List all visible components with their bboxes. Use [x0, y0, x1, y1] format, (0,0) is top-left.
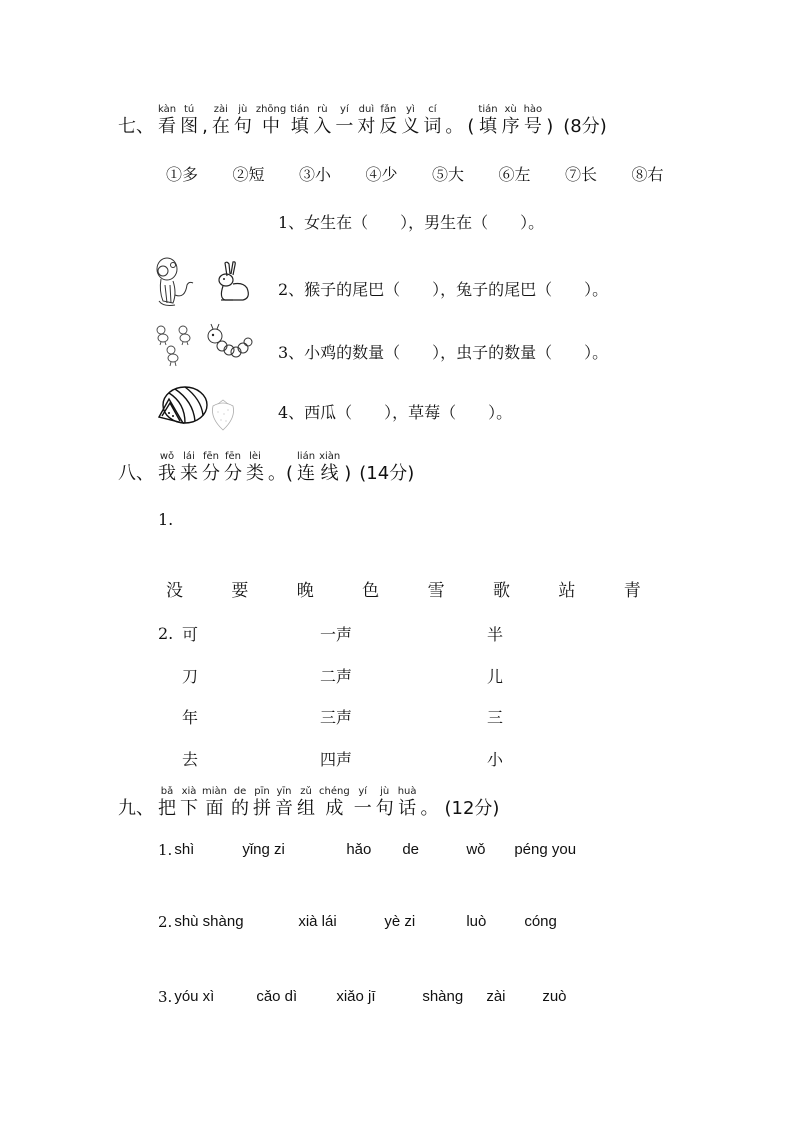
ruby-char: [290, 104, 309, 138]
match-item[interactable]: 可: [182, 625, 199, 644]
option: ③小: [299, 165, 332, 184]
ruby-char: [478, 104, 497, 138]
match-item[interactable]: 儿: [487, 666, 504, 686]
rabbit-icon: [213, 260, 253, 305]
hanzi: 填: [290, 116, 309, 137]
line-number: 1.: [158, 841, 173, 859]
option: ⑧右: [631, 165, 664, 184]
hanzi: 中: [262, 116, 281, 137]
pinyin-annotation: xià: [181, 786, 197, 797]
line-number: 3.: [158, 988, 173, 1006]
hanzi: 。: [445, 116, 464, 137]
question-8-1-label: 1.: [158, 510, 174, 529]
watermelon-icon: [155, 383, 210, 431]
hanzi: 分: [224, 463, 242, 484]
ruby-char: [202, 104, 208, 138]
pinyin-annotation: zhōng: [255, 104, 287, 115]
match-item[interactable]: 小: [487, 749, 504, 769]
hanzi: 反: [379, 116, 398, 137]
hanzi: 句: [233, 116, 252, 137]
ruby-char: [524, 104, 543, 138]
hanzi: 义: [401, 116, 420, 137]
hanzi: 入: [313, 116, 332, 137]
caterpillar-icon: [205, 322, 255, 362]
ruby-char: [376, 786, 394, 820]
ruby-char: [297, 451, 315, 485]
monkey-icon: [153, 255, 198, 310]
pinyin-annotation: chéng: [319, 786, 350, 797]
character: 青: [623, 581, 641, 601]
pinyin-annotation: lái: [183, 451, 195, 462]
ruby-char: [335, 104, 353, 138]
hanzi: ): [344, 463, 352, 484]
pinyin-sentence-2: [158, 913, 557, 931]
hanzi: 填: [479, 116, 497, 137]
pinyin-annotation: tú: [183, 104, 195, 115]
hanzi: 我: [158, 463, 176, 484]
ruby-char: [319, 786, 350, 820]
pinyin-annotation: yīn: [276, 786, 292, 797]
ruby-char: [246, 451, 264, 485]
ruby-char: [421, 786, 439, 820]
character: 歌: [492, 581, 510, 601]
ruby-char: [354, 786, 372, 820]
character: 雪: [427, 581, 445, 601]
ruby-char: [158, 786, 176, 820]
hanzi: 音: [275, 798, 293, 819]
pinyin-word: luò: [466, 913, 487, 930]
ruby-char: [423, 104, 441, 138]
heading-text: [156, 786, 441, 820]
pinyin-word: shì: [174, 841, 195, 858]
match-right-column: [487, 624, 503, 790]
pinyin-word: cǎo dì: [256, 988, 298, 1005]
pinyin-sentence-1: [158, 841, 576, 859]
option: ①多: [166, 165, 199, 184]
ruby-char: [158, 104, 176, 138]
hanzi: ,: [202, 116, 208, 137]
ruby-char: [275, 786, 293, 820]
ruby-char: [401, 104, 419, 138]
heading-text: [156, 451, 353, 485]
pinyin-word: zuò: [542, 988, 567, 1005]
hanzi: 序: [501, 116, 520, 137]
hanzi: 号: [523, 116, 542, 137]
ruby-char: [180, 451, 198, 485]
pinyin-annotation: lián: [297, 451, 316, 462]
ruby-char: [158, 451, 176, 485]
hanzi: 在: [211, 116, 230, 137]
pinyin-annotation: tián: [478, 104, 498, 115]
pinyin-word: yè zi: [384, 913, 416, 930]
hanzi: 对: [357, 116, 376, 137]
ruby-char: [467, 104, 474, 138]
ruby-char: [253, 786, 271, 820]
pinyin-annotation: xù: [504, 104, 517, 115]
option: ⑥左: [498, 165, 531, 184]
hanzi: 组: [297, 798, 315, 819]
section-number: 七、: [118, 116, 154, 137]
pinyin-annotation: fǎn: [380, 104, 397, 115]
pinyin-word: de: [402, 841, 419, 858]
ruby-char: [502, 104, 520, 138]
section-number: 九、: [118, 798, 154, 819]
pinyin-annotation: tián: [290, 104, 310, 115]
ruby-char: [212, 104, 230, 138]
pinyin-annotation: bǎ: [160, 786, 174, 797]
question-7-2: 2、猴子的尾巴（ ），兔子的尾巴（ ）。: [278, 280, 609, 299]
hanzi: 的: [231, 798, 249, 819]
chicks-icon: [153, 322, 201, 370]
pinyin-annotation: yí: [340, 104, 349, 115]
character: 色: [362, 581, 380, 601]
section-7-heading: [118, 104, 607, 138]
character-list: [166, 576, 689, 601]
pinyin-annotation: lèi: [249, 451, 261, 462]
pinyin-annotation: wǒ: [159, 451, 175, 462]
pinyin-annotation: miàn: [202, 786, 227, 797]
pinyin-annotation: rù: [317, 104, 328, 115]
pinyin-annotation: huà: [397, 786, 417, 797]
pinyin-annotation: xiàn: [319, 451, 341, 462]
option: ⑤大: [432, 165, 465, 184]
pinyin-annotation: fēn: [224, 451, 241, 462]
hanzi: ): [546, 116, 554, 137]
hanzi: 线: [320, 463, 339, 484]
ruby-char: [357, 104, 375, 138]
match-item[interactable]: 年: [182, 708, 199, 727]
score: (12分): [444, 798, 500, 819]
match-item[interactable]: 一声: [320, 625, 353, 644]
pinyin-annotation: yí: [358, 786, 368, 797]
ruby-char: [202, 786, 227, 820]
pinyin-word: zài: [486, 988, 506, 1005]
ruby-char: [224, 451, 242, 485]
match-item[interactable]: 二声: [320, 666, 353, 686]
character: 晚: [296, 581, 314, 601]
character: 要: [231, 581, 249, 601]
hanzi: 。(: [268, 463, 294, 484]
ruby-char: [231, 786, 249, 820]
pinyin-sentence-3: [158, 988, 567, 1006]
pinyin-word: cóng: [524, 913, 557, 930]
section-8-heading: [118, 451, 414, 485]
hanzi: 话: [398, 798, 417, 819]
ruby-char: [445, 104, 463, 138]
pinyin-annotation: jù: [380, 786, 390, 797]
hanzi: 分: [202, 463, 220, 484]
ruby-char: [379, 104, 397, 138]
hanzi: (: [467, 116, 475, 137]
option: ②短: [232, 165, 265, 184]
pinyin-annotation: cí: [428, 104, 437, 115]
pinyin-annotation: zài: [213, 104, 228, 115]
ruby-char: [256, 104, 286, 138]
match-item[interactable]: 四声: [320, 749, 353, 769]
match-middle-column: [320, 624, 352, 790]
score: (8分): [563, 116, 607, 137]
ruby-char: [297, 786, 315, 820]
pinyin-annotation: jù: [238, 104, 248, 115]
section-9-heading: [118, 786, 499, 820]
option: ⑦长: [565, 165, 598, 184]
pinyin-word: wǒ: [466, 841, 486, 858]
match-item[interactable]: 三声: [320, 708, 353, 727]
option: ④少: [365, 165, 398, 184]
score: (14分): [359, 463, 415, 484]
ruby-char: [344, 451, 351, 485]
pinyin-word: hǎo: [346, 841, 372, 858]
question-7-1: 1、女生在（ ），男生在（ ）。: [278, 213, 545, 232]
match-item[interactable]: 三: [487, 708, 504, 727]
match-item[interactable]: 半: [487, 625, 504, 644]
answer-options: [166, 162, 698, 185]
pinyin-annotation: duì: [358, 104, 375, 115]
hanzi: 下: [180, 798, 198, 819]
pinyin-word: yǐng zi: [242, 841, 285, 858]
pinyin-annotation: fēn: [202, 451, 219, 462]
pinyin-word: shù shàng: [174, 913, 244, 930]
pinyin-annotation: pīn: [254, 786, 270, 797]
hanzi: 。: [420, 798, 439, 819]
ruby-char: [268, 451, 293, 485]
hanzi: 面: [205, 798, 224, 819]
ruby-char: [234, 104, 252, 138]
section-number: 八、: [118, 463, 154, 484]
pinyin-annotation: hào: [523, 104, 543, 115]
strawberry-icon: [208, 398, 238, 432]
ruby-char: [398, 786, 417, 820]
ruby-char: [180, 786, 198, 820]
pinyin-annotation: zǔ: [300, 786, 312, 797]
question-8-2-label: 2.: [158, 624, 174, 643]
heading-text: [156, 104, 555, 138]
hanzi: 一: [335, 116, 354, 137]
ruby-char: [180, 104, 198, 138]
hanzi: 把: [158, 798, 176, 819]
ruby-char: [319, 451, 340, 485]
hanzi: 连: [297, 463, 316, 484]
pinyin-word: xiǎo jī: [336, 988, 376, 1005]
hanzi: 图: [180, 116, 199, 137]
ruby-char: [546, 104, 553, 138]
question-7-4: 4、西瓜（ ），草莓（ ）。: [278, 403, 513, 422]
hanzi: 拼: [253, 798, 271, 819]
hanzi: 词: [423, 116, 442, 137]
pinyin-word: shàng: [422, 988, 464, 1005]
hanzi: 成: [325, 798, 344, 819]
pinyin-word: xià lái: [298, 913, 337, 930]
ruby-char: [202, 451, 220, 485]
pinyin-annotation: kàn: [158, 104, 177, 115]
pinyin-word: péng you: [514, 841, 577, 858]
pinyin-annotation: de: [233, 786, 247, 797]
character: 没: [166, 581, 183, 601]
hanzi: 一: [353, 798, 372, 819]
character: 站: [558, 581, 576, 601]
line-number: 2.: [158, 913, 173, 931]
hanzi: 类: [246, 463, 264, 484]
pinyin-word: yóu xì: [174, 988, 215, 1005]
hanzi: 句: [375, 798, 394, 819]
hanzi: 看: [158, 116, 177, 137]
match-item[interactable]: 刀: [182, 666, 199, 686]
match-left-column: [182, 624, 198, 790]
match-item[interactable]: 去: [182, 749, 199, 769]
pinyin-annotation: yì: [406, 104, 415, 115]
ruby-char: [313, 104, 331, 138]
question-7-3: 3、小鸡的数量（ ），虫子的数量（ ）。: [278, 343, 609, 362]
hanzi: 来: [180, 463, 198, 484]
